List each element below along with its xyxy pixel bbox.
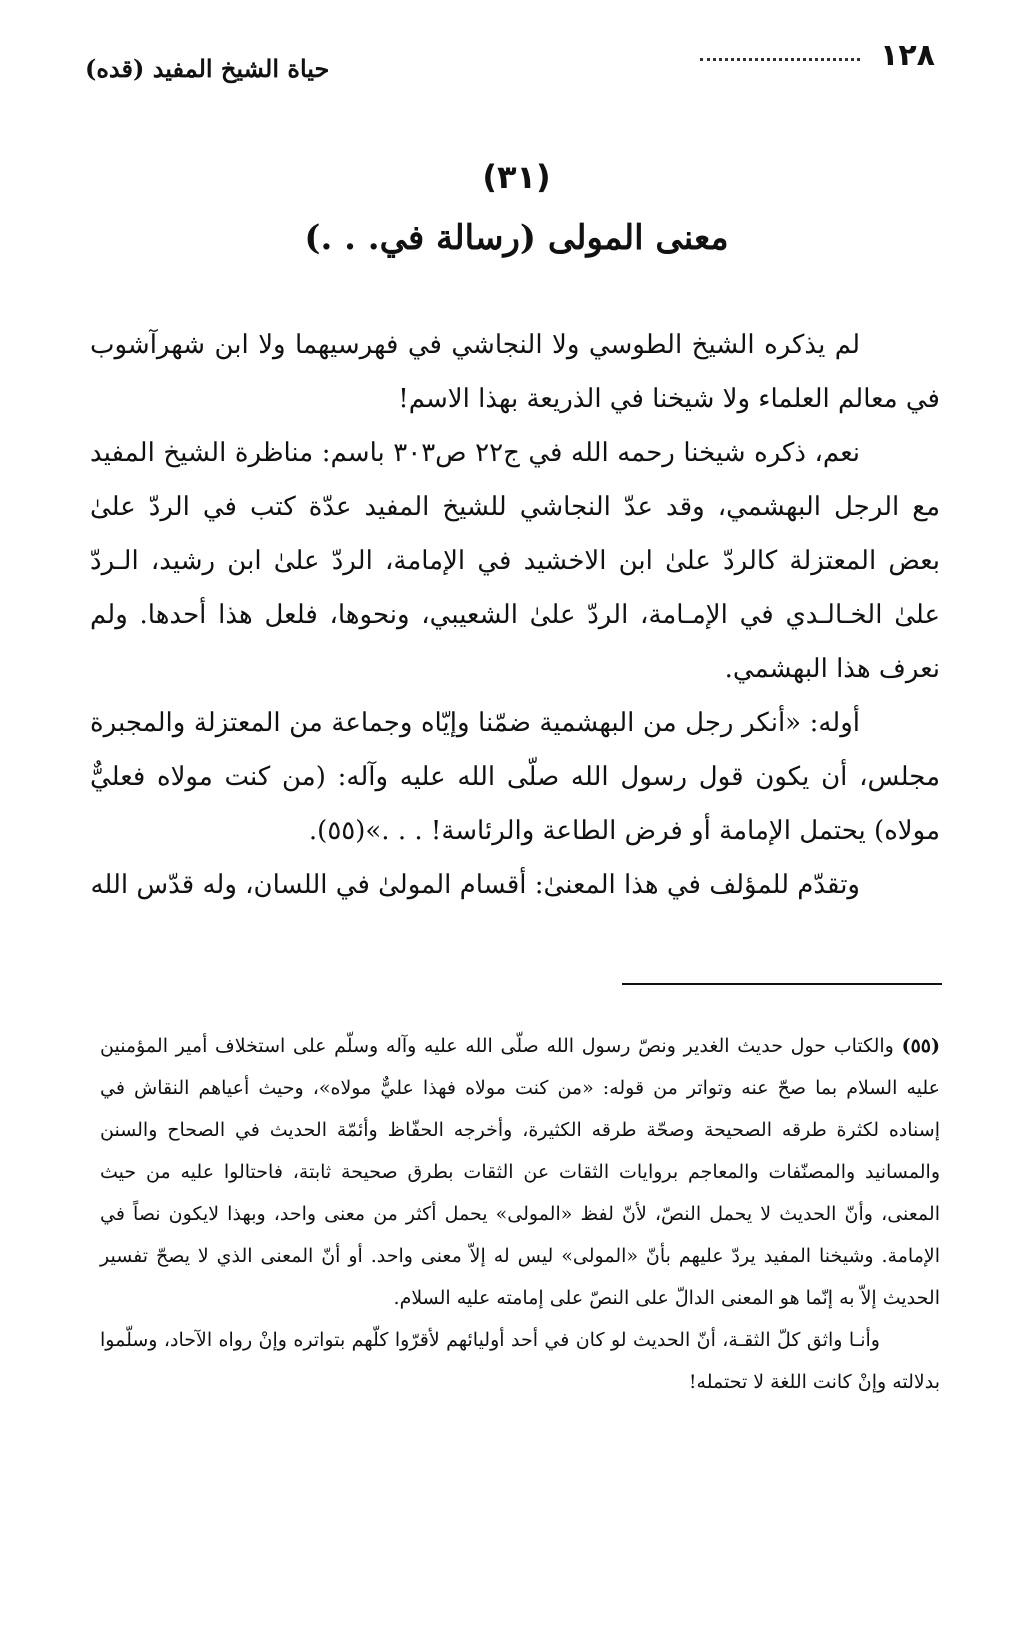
footnote-text: والكتاب حول حديث الغدير ونصّ رسول الله صلّى الله عليه وآله وسلّم على استخلاف أمير المؤمنين عليه السلام بما صحّ عنه وتواتر من قوله: «من كنت مولاه فهذا عليٌّ مولاه»، وحيث أعياهم النقاش في إسناده لكثرة طرقه الصحيحة وصحّة طرقه الكثيرة، وأخرجه الحفّاظ وأئمّة الحديث في الصحاح والسنن والمسانيد والمصنّفات والمعاجم بروايات الثقات عن الثقات بطرق صحيحة ثابتة، فاحتالوا عليه من حيث المعنى، وأنّ الحديث لا يحمل النصّ، لأنّ لفظ «المولى» يحمل أكثر من معنى واحد، وبهذا لايكون نصاً في الإمامة. وشيخنا المفيد يردّ عليهم بأنّ «المولى» ليس له إلاّ معنى واحد. أو أنّ المعنى الذي لا يصحّ تفسير الحديث إلاّ به إنّما هو المعنى الدالّ على النصّ على إمامته عليه السلام. — [100, 1035, 940, 1309]
footnotes — [100, 1025, 940, 1403]
footnote-marker: (٥٥) — [901, 1035, 940, 1057]
chapter-number: (٣١) — [482, 158, 551, 196]
page-number: ١٢٨ — [880, 38, 935, 73]
page-header — [85, 38, 935, 88]
body-paragraph: أوله: «أنكر رجل من البهشمية ضمّنا وإيّاه وجماعة من المعتزلة والمجبرة مجلس، أن يكون قول رسول الله صلّى الله عليه وآله: (من كنت مولاه فعليٌّ مولاه) يحتمل الإمامة أو فرض الطاعة والرئاسة! . . .»(٥٥). — [90, 708, 940, 846]
body-paragraph: لم يذكره الشيخ الطوسي ولا النجاشي في فهرسيهما ولا ابن شهرآشوب في معالم العلماء ولا شيخنا في الذريعة بهذا الاسم! — [90, 330, 940, 414]
footnote-paragraph — [100, 1025, 940, 1319]
body-paragraph: وتقدّم للمؤلف في هذا المعنىٰ: أقسام المولىٰ في اللسان، وله قدّس الله — [90, 870, 860, 900]
header-leader-dots — [700, 58, 860, 61]
chapter-title: معنى المولى (رسالة في. . .) — [304, 218, 729, 258]
footnote-paragraph: وأنـا واثق كلّ الثقـة، أنّ الحديث لو كان في أحد أوليائهم لأقرّوا كلّهم بتواتره وإنْ رواه الآحاد، وسلّموا بدلالته وإنْ كانت اللغة لا تحتمله! — [100, 1329, 940, 1393]
body-paragraph: نعم، ذكره شيخنا رحمه الله في ج٢٢ ص٣٠٣ باسم: مناظرة الشيخ المفيد مع الرجل البهشمي، وقد عدّ النجاشي للشيخ المفيد عدّة كتب في الردّ علىٰ بعض المعتزلة كالردّ علىٰ ابن الاخشيد في الإمامة، الردّ علىٰ ابن رشيد، الـردّ علىٰ الخـالـدي في الإمـامة، الردّ علىٰ الشعيبي، ونحوها، فلعل هذا أحدها. ولم نعرف هذا البهشمي. — [90, 438, 940, 684]
footnote-separator — [622, 983, 942, 985]
running-title: حياة الشيخ المفيد (قده) — [85, 54, 330, 83]
body-text — [90, 318, 940, 912]
